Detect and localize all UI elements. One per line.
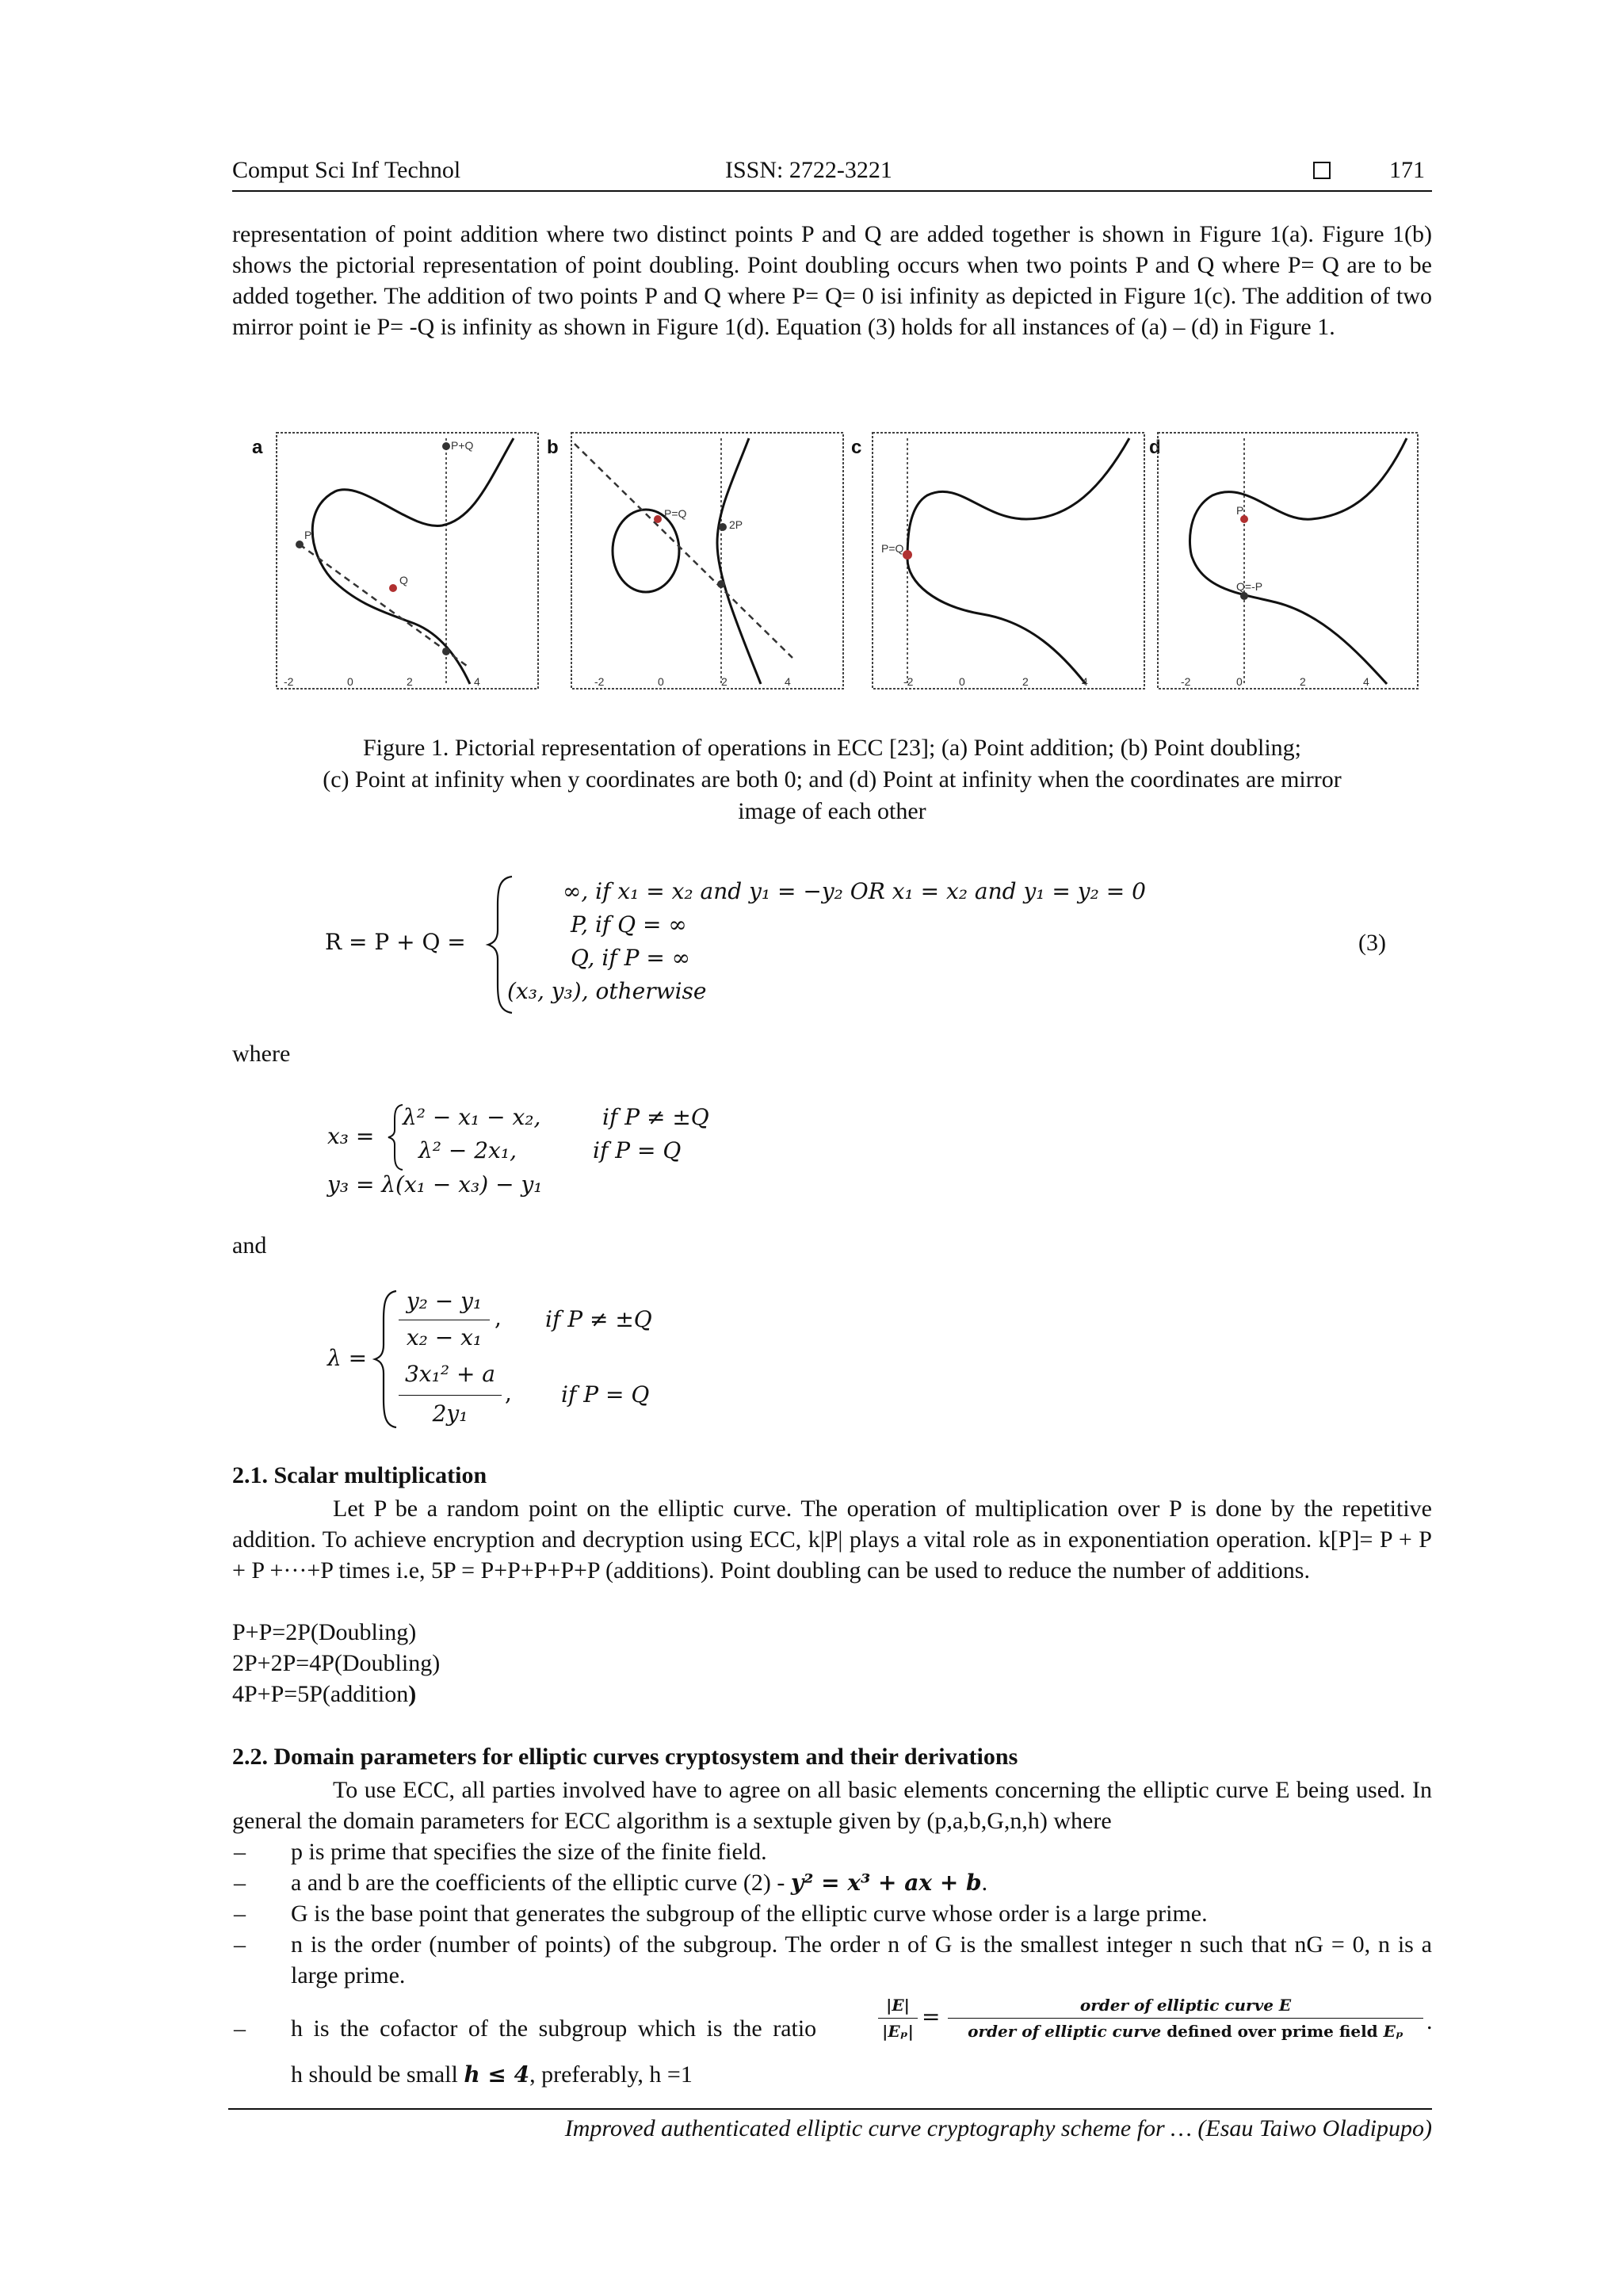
equation-3-case-4: (x₃, y₃), otherwise (507, 978, 707, 1004)
section-2-1-title: 2.1. Scalar multiplication (232, 1462, 487, 1488)
bullet-dash: – (234, 1901, 246, 1927)
x3-case-1: λ² − x₁ − x₂, (403, 1104, 541, 1130)
bullet-dash: – (234, 1931, 246, 1958)
equation-3-case-2: P, if Q = ∞ (571, 911, 687, 938)
bullet-dash: – (234, 1870, 246, 1896)
svg-text:0: 0 (1236, 675, 1243, 688)
panel-d-plot (1157, 432, 1419, 690)
page-number: 171 (1389, 157, 1425, 183)
curve-equation: y² = x³ + ax + b (790, 1870, 982, 1896)
equation-3-case-1: ∞, if x₁ = x₂ and y₁ = −y₂ OR x₁ = x₂ and y₁ = y₂ = 0 (563, 878, 1146, 904)
bullet-dash: – (234, 1839, 246, 1865)
equation-3-case-3: Q, if P = ∞ (571, 945, 691, 971)
panel-d-point-label: P (1236, 504, 1244, 517)
bullet-dash: – (234, 2015, 246, 2042)
svg-text:0: 0 (959, 675, 965, 688)
bullet-text (291, 1867, 1432, 1898)
panel-label-d: d (1149, 437, 1161, 458)
lambda-lhs: λ = (327, 1345, 368, 1371)
panel-c-plot (872, 432, 1145, 690)
svg-text:2: 2 (721, 675, 727, 688)
lambda-brace (372, 1288, 399, 1431)
svg-text:4: 4 (785, 675, 791, 688)
lambda-frac-1-numerator: y₂ − y₁ (406, 1288, 483, 1314)
section-2-1-paragraph: Let P be a random point on the elliptic curve. The operation of multiplication over P is done by the repetitive addition. To achieve encryption and decryption using ECC, k|P| plays a vital role as in exponentiation operation. k[P]= P + P + P +···+P times i.e, 5P = P+P+P+P+P (additions). Point doubling can be used to reduce the number of additions. (232, 1496, 1432, 1584)
panel-label-a: a (252, 437, 263, 458)
svg-text:2: 2 (1300, 675, 1306, 688)
doubling-step-3-text: 4P+P=5P(addition (232, 1681, 409, 1707)
lambda-frac-1-comma: , (495, 1305, 502, 1331)
doubling-step-2: 2P+2P=4P(Doubling) (232, 1650, 441, 1676)
ratio-period: . (1426, 2008, 1433, 2034)
svg-text:4: 4 (474, 675, 480, 688)
panel-c-point-label: P=Q (881, 542, 904, 555)
doubling-steps (232, 1617, 440, 1710)
lambda-frac-2-condition: if P = Q (561, 1381, 650, 1408)
footer-rule (228, 2108, 1432, 2110)
ratio-den-part-a: order of elliptic curve (968, 2022, 1162, 2041)
bullet-text: n is the order (number of points) of the subgroup. The order n of G is the smallest integer n such that nG = 0, n is a large prime. (291, 1931, 1432, 1988)
lambda-frac-1-denominator: x₂ − x₁ (406, 1324, 483, 1350)
h-line (291, 2061, 693, 2088)
svg-text:-2: -2 (1181, 675, 1191, 688)
caption-line-3: image of each other (738, 798, 926, 824)
where-label: where (232, 1041, 291, 1067)
caption-line-1: Figure 1. Pictorial representation of operations in ECC [23]; (a) Point addition; (b) Point doubling; (363, 735, 1301, 761)
panel-b-marker-label: P=Q (664, 507, 687, 520)
journal-name: Comput Sci Inf Technol (232, 157, 461, 183)
ratio-words-bar (948, 2018, 1423, 2019)
panel-a-marker-label: Q (399, 574, 408, 586)
lambda-frac-2-comma: , (505, 1380, 512, 1406)
ratio-denominator-words (948, 2022, 1423, 2041)
intro-paragraph: representation of point addition where two distinct points P and Q are added together is shown in Figure 1(a). Figure 1(b) shows the pictorial representation of point doubling. Point doubling occurs when two points P and Q where P= Q are to be added together. The addition of two points P and Q where P= Q= 0 isi infinity as depicted in Figure 1(c). The addition of two mirror point ie P= -Q is infinity as shown in Figure 1(d). Equation (3) holds for all instances of (a) – (d) in Figure 1. (232, 221, 1432, 340)
panel-b-sum-label: 2P (729, 518, 743, 531)
svg-text:-2: -2 (284, 675, 294, 688)
svg-text:-2: -2 (594, 675, 605, 688)
ratio-numerator: |E| (886, 1996, 910, 2015)
equation-number: (3) (1358, 930, 1386, 956)
bullet-text: G is the base point that generates the subgroup of the elliptic curve whose order is a large prime. (291, 1901, 1208, 1927)
x3-case-1-condition: if P ≠ ±Q (602, 1104, 709, 1130)
ratio-bar (878, 2018, 918, 2019)
h-line-text: h should be small (291, 2061, 464, 2088)
equals-sign: = (922, 2004, 941, 2030)
svg-text:4: 4 (1363, 675, 1369, 688)
h-formula: h ≤ 4 (464, 2061, 530, 2088)
caption-line-2: (c) Point at infinity when y coordinates are both 0; and (d) Point at infinity when the coordinates are mirror (323, 766, 1342, 793)
svg-text:0: 0 (658, 675, 664, 688)
ratio-numerator-words: order of elliptic curve E (1079, 1996, 1292, 2015)
x3-brace (387, 1102, 404, 1173)
page-footer: Improved authenticated elliptic curve cryptography scheme for … (Esau Taiwo Oladipupo) (564, 2115, 1432, 2141)
x3-lhs: x₃ = (327, 1123, 375, 1149)
svg-text:2: 2 (407, 675, 413, 688)
ratio-den-part-c: Eₚ (1383, 2022, 1403, 2041)
figure-1 (246, 424, 1419, 697)
issn: ISSN: 2722-3221 (725, 157, 892, 183)
panel-a-sum-label: P+Q (451, 439, 474, 452)
page-header (232, 157, 1432, 192)
h-line-end: , preferably, h =1 (529, 2061, 693, 2088)
section-2-2-title: 2.2. Domain parameters for elliptic curves cryptosystem and their derivations (232, 1744, 1018, 1770)
doubling-step-3 (232, 1679, 440, 1710)
x3-case-2-condition: if P = Q (593, 1137, 682, 1163)
x3-case-2: λ² − 2x₁, (418, 1137, 517, 1163)
doubling-step-1: P+P=2P(Doubling) (232, 1619, 417, 1645)
panel-label-b: b (547, 437, 559, 458)
ratio-den-part-b: defined over prime field (1161, 2022, 1384, 2041)
bullet-text: p is prime that specifies the size of the finite field. (291, 1839, 767, 1865)
svg-text:4: 4 (1082, 675, 1088, 688)
doubling-step-3-paren: ) (408, 1681, 417, 1707)
section-2-2-paragraph: To use ECC, all parties involved have to agree on all basic elements concerning the elliptic curve E being used. In general the domain parameters for ECC algorithm is a sextuple given by (p,a,b,G,n,h) where (232, 1777, 1432, 1834)
lambda-frac-2-bar (399, 1395, 502, 1396)
bullet-text-end: . (981, 1870, 988, 1896)
lambda-frac-2-denominator: 2y₁ (432, 1400, 468, 1427)
svg-text:0: 0 (347, 675, 353, 688)
y3-equation: y₃ = λ(x₁ − x₃) − y₁ (327, 1171, 543, 1198)
panel-b-plot (571, 432, 844, 690)
ratio-denominator: |Eₚ| (882, 2022, 914, 2041)
panel-d-marker-label: Q=-P (1236, 580, 1263, 593)
bullet-text-part: a and b are the coefficients of the elliptic curve (2) - (291, 1870, 791, 1896)
panel-a-plot (276, 432, 539, 690)
bullet-text: h is the cofactor of the subgroup which is the ratio (291, 2015, 817, 2042)
panel-label-c: c (851, 437, 862, 458)
lambda-frac-2-numerator: 3x₁² + a (404, 1361, 495, 1387)
svg-text:2: 2 (1022, 675, 1029, 688)
equation-3-lhs: R = P + Q = (325, 929, 466, 955)
svg-text:-2: -2 (903, 675, 914, 688)
lambda-frac-1-condition: if P ≠ ±Q (545, 1306, 652, 1332)
square-bullet-icon (1313, 162, 1331, 179)
figure-caption (232, 732, 1432, 827)
panel-a-marker-label: P (304, 529, 312, 541)
and-label: and (232, 1232, 267, 1259)
